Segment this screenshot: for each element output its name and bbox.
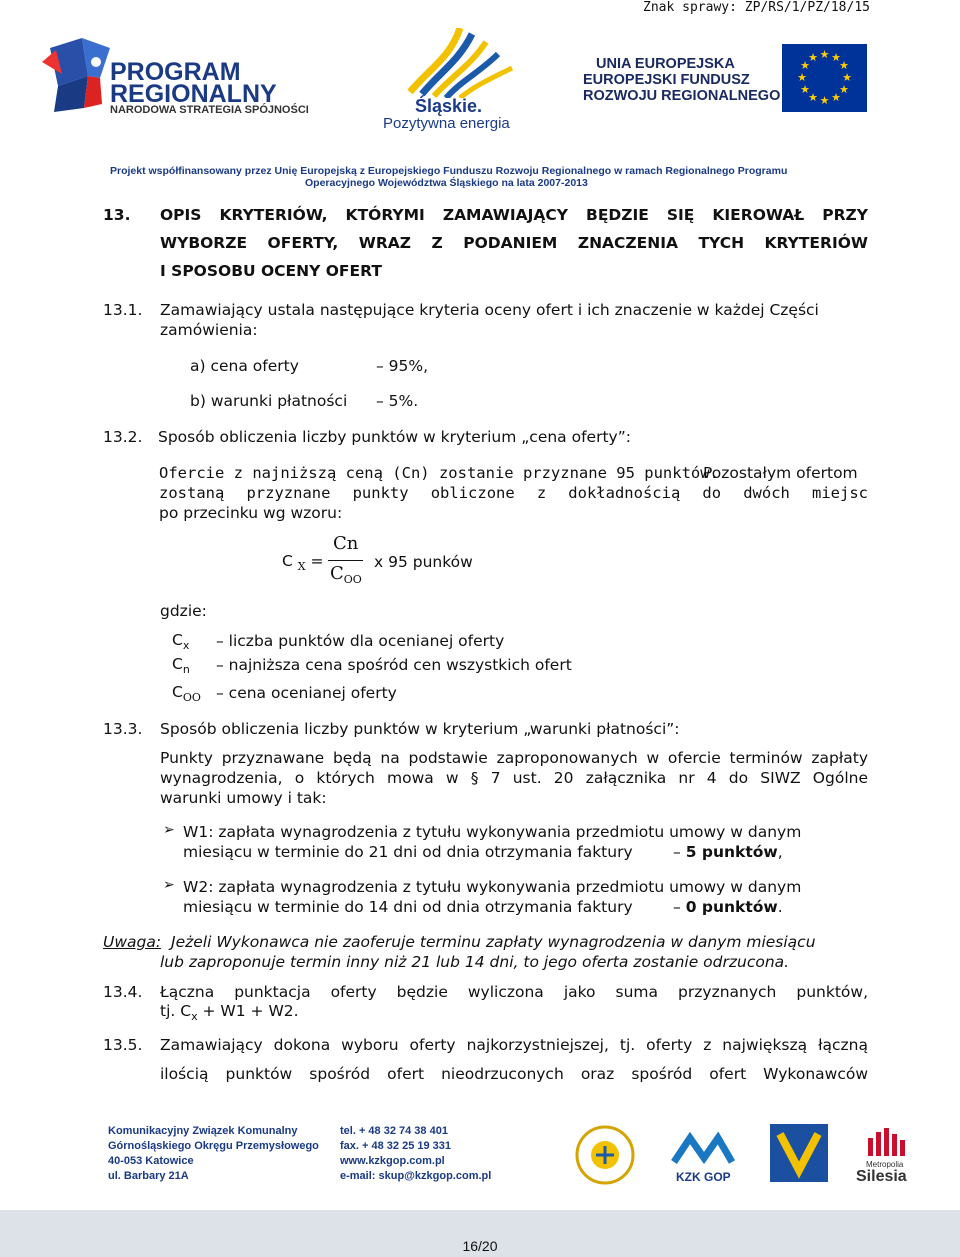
- definition-text: – cena ocenianej oferty: [216, 684, 397, 702]
- definition-text: – liczba punktów dla ocenianej oferty: [216, 632, 505, 650]
- eu-fund-line2: ROZWOJU REGIONALNEGO: [583, 88, 781, 104]
- criterion-value: – 95%,: [376, 357, 429, 375]
- section-title-line2: WYBORZE OFERTY, WRAZ Z PODANIEM ZNACZENIA TYCH KRYTERIÓW: [160, 234, 868, 252]
- definition-symbol-c: C: [172, 655, 183, 673]
- s13-4-line1: Łączna punktacja oferty będzie wyliczona jako suma przyznanych punktów,: [160, 983, 868, 1001]
- svg-text:★: ★: [800, 83, 810, 96]
- section-number: 13.: [103, 206, 131, 224]
- svg-text:★: ★: [839, 59, 849, 72]
- eu-title: UNIA EUROPEJSKA: [596, 56, 735, 72]
- svg-text:★: ★: [839, 83, 849, 96]
- svg-text:★: ★: [797, 71, 807, 84]
- s13-3-para-line1: Punkty przyznawane będą na podstawie zaproponowanych w ofercie terminów zapłaty: [160, 749, 868, 767]
- formula-multiplier: x 95 punków: [374, 553, 473, 571]
- program-regionalny-logo-icon: [40, 38, 118, 114]
- s13-3-number: 13.3.: [103, 720, 143, 738]
- s13-4-line2-start: tj. C: [160, 1002, 192, 1020]
- formula-lhs: [282, 552, 324, 573]
- svg-text:★: ★: [800, 59, 810, 72]
- formula-denominator: [330, 563, 362, 586]
- bullet-line2: miesiącu w terminie do 14 dni od dnia otrzymania faktury: [183, 898, 633, 916]
- slaska-karta-logo-icon: [574, 1124, 636, 1186]
- footer-email[interactable]: e-mail: skup@kzkgop.com.pl: [340, 1170, 492, 1182]
- program-title-line1: PROGRAM: [110, 58, 241, 86]
- bullet-points: [673, 897, 783, 917]
- metropolia-silesia-logo-icon: [866, 1128, 906, 1158]
- definition-symbol-sub: OO: [182, 691, 201, 704]
- program-title-line2: REGIONALNY: [110, 80, 277, 108]
- bullet-points: [673, 842, 783, 862]
- svg-text:★: ★: [819, 48, 830, 61]
- formula-equals: =: [310, 552, 324, 570]
- s13-1-number: 13.1.: [103, 301, 143, 319]
- bullet-points-value: 5 punktów: [685, 843, 778, 861]
- silesia-label: Silesia: [856, 1168, 907, 1185]
- footer-org-line1: Komunikacyjny Związek Komunalny: [108, 1125, 298, 1137]
- formula-denominator-sub: OO: [343, 573, 362, 586]
- page-number: 16/20: [462, 1238, 498, 1254]
- s13-5-number: 13.5.: [103, 1036, 143, 1054]
- formula-denominator-symbol: C: [330, 563, 344, 584]
- footer-www[interactable]: www.kzkgop.com.pl: [340, 1155, 445, 1167]
- program-title-line3: NARODOWA STRATEGIA SPÓJNOŚCI: [110, 104, 309, 116]
- s13-5-line2: ilością punktów spośród ofert nieodrzuconych oraz spośród ofert Wykonawców: [160, 1065, 868, 1083]
- s13-3-para-line3: warunki umowy i tak:: [160, 789, 327, 807]
- criterion-label: a) cena oferty: [190, 357, 299, 375]
- definition-text: – najniższa cena spośród cen wszystkich ofert: [216, 656, 572, 674]
- s13-4-line2: [160, 1001, 299, 1027]
- s13-2-heading: Sposób obliczenia liczby punktów w kryterium „cena oferty”:: [158, 428, 631, 446]
- metropolia-label: Metropolia: [866, 1160, 904, 1169]
- criterion-value: – 5%.: [376, 392, 419, 410]
- slaskie-tagline: Pozytywna energia: [383, 115, 510, 132]
- formula-lhs-sub: X: [297, 560, 306, 573]
- footer-org-line3: 40-053 Katowice: [108, 1155, 194, 1167]
- footer-org: [108, 1124, 319, 1184]
- svg-text:★: ★: [831, 51, 841, 64]
- svg-text:★: ★: [808, 51, 818, 64]
- bullet-end: .: [777, 898, 783, 916]
- formula-lhs-symbol: C: [282, 552, 293, 570]
- bullet-line1: W1: zapłata wynagrodzenia z tytułu wykonywania przedmiotu umowy w danym: [183, 823, 802, 841]
- footer-org-line4: ul. Barbary 21A: [108, 1170, 189, 1182]
- s13-4-number: 13.4.: [103, 983, 143, 1001]
- svg-text:★: ★: [842, 71, 852, 84]
- s13-1-text-line1: Zamawiający ustala następujące kryteria oceny ofert i ich znaczenie w każdej Części: [160, 301, 819, 319]
- s13-2-para-line3: po przecinku wg wzoru:: [159, 504, 343, 522]
- criterion-label: b) warunki płatności: [190, 392, 348, 410]
- s13-4-line2-end: + W1 + W2.: [197, 1002, 299, 1020]
- section-title-line3: I SPOSOBU OCENY OFERT: [160, 262, 382, 280]
- kzk-gop-label: KZK GOP: [676, 1170, 731, 1184]
- s13-4-line2-sub: x: [191, 1010, 198, 1023]
- bullet-line2: miesiącu w terminie do 21 dni od dnia otrzymania faktury: [183, 843, 633, 861]
- s13-5-line1: Zamawiający dokona wyboru oferty najkorzystniejszej, tj. oferty z największą łączną: [160, 1036, 868, 1054]
- definition-symbol: [172, 631, 189, 652]
- svg-text:★: ★: [808, 91, 818, 104]
- bilet-system-logo-icon: [770, 1124, 828, 1182]
- bullet-dash: –: [673, 898, 681, 916]
- eu-flag-icon: [782, 44, 867, 112]
- formula-numerator: Cn: [333, 533, 359, 554]
- note-line2: lub zaproponuje termin inny niż 21 lub 14 dni, to jego oferta zostanie odrzucona.: [160, 953, 790, 971]
- footer-contact: [340, 1124, 491, 1184]
- s13-3-para-line2: wynagrodzenia, o których mowa w § 7 ust. 20 załącznika nr 4 do SIWZ Ogólne: [160, 769, 868, 787]
- s13-1-text-line2: zamówienia:: [160, 321, 258, 339]
- footer-tel: tel. + 48 32 74 38 401: [340, 1125, 448, 1137]
- arrow-bullet-icon: ➢: [163, 877, 175, 893]
- definition-symbol-sub: n: [182, 663, 190, 676]
- s13-3-heading: Sposób obliczenia liczby punktów w kryterium „warunki płatności”:: [160, 720, 680, 738]
- s13-2-number: 13.2.: [103, 428, 143, 446]
- footer-fax: fax. + 48 32 25 19 331: [340, 1140, 452, 1152]
- slaskie-logo-icon: [400, 28, 520, 98]
- footer-org-line2: Górnośląskiego Okręgu Przemysłowego: [108, 1140, 319, 1152]
- section-title-line1: OPIS KRYTERIÓW, KTÓRYMI ZAMAWIAJĄCY BĘDZIE SIĘ KIEROWAŁ PRZY: [160, 206, 868, 224]
- definition-symbol-c: C: [172, 631, 183, 649]
- svg-text:★: ★: [819, 94, 830, 107]
- s13-2-para-line1b: Pozostałym ofertom: [703, 464, 858, 482]
- fraction-bar: [328, 560, 363, 561]
- note-line1: Jeżeli Wykonawca nie zaoferuje terminu zapłaty wynagrodzenia w danym miesiącu: [171, 933, 816, 951]
- case-reference: Znak sprawy: ZP/RS/1/PZ/18/15: [643, 0, 870, 15]
- definition-symbol: [172, 683, 201, 704]
- svg-text:★: ★: [831, 91, 841, 104]
- note-label: Uwaga:: [103, 933, 162, 951]
- where-label: gdzie:: [160, 602, 207, 620]
- slaskie-name: Śląskie.: [415, 96, 483, 116]
- eu-fund-line1: EUROPEJSKI FUNDUSZ: [583, 72, 750, 88]
- cofinance-line2: Operacyjnego Województwa Śląskiego na lata 2007-2013: [305, 177, 588, 189]
- s13-2-para-line2: zostaną przyznane punkty obliczone z dokładnością do dwóch miejsc: [159, 484, 868, 502]
- s13-2-para-line1a: Ofercie z najniższą ceną (Cn) zostanie przyznane 95 punktów.: [159, 464, 719, 482]
- kzk-gop-logo-icon: [668, 1128, 738, 1170]
- cofinance-line1: Projekt współfinansowany przez Unię Europejską z Europejskiego Funduszu Rozwoju Regionalnego w ramach Regionalnego Programu: [110, 165, 788, 177]
- bullet-points-value: 0 punktów: [685, 898, 778, 916]
- bullet-dash: –: [673, 843, 681, 861]
- definition-symbol-sub: x: [182, 639, 190, 652]
- definition-symbol: [172, 655, 190, 676]
- arrow-bullet-icon: ➢: [163, 822, 175, 838]
- bullet-end: ,: [777, 843, 783, 861]
- bullet-line1: W2: zapłata wynagrodzenia z tytułu wykonywania przedmiotu umowy w danym: [183, 878, 802, 896]
- definition-symbol-c: C: [172, 683, 183, 701]
